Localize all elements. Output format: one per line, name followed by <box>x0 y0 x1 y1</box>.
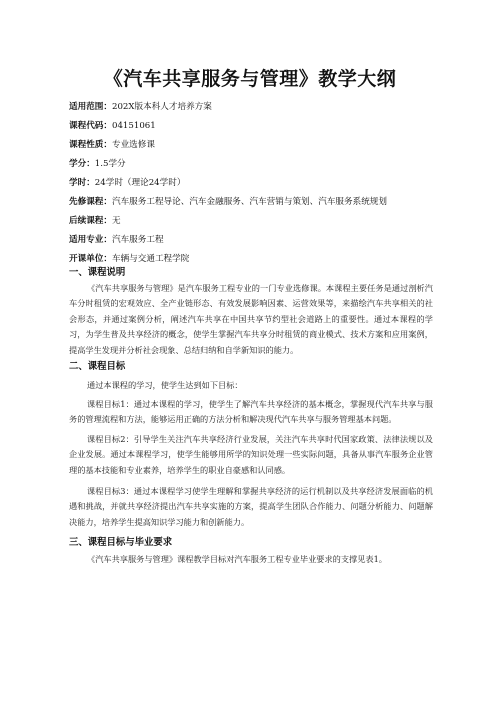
paragraph-objective-1: 课程目标1：通过本课程的学习，使学生了解汽车共享经济的基本概念，掌握现代汽车共享与服务的管理流程和方法，能够运用正确的方法分析和解决现代汽车共享与服务管理基本问题。 <box>69 399 433 425</box>
info-row-hours <box>69 173 449 192</box>
info-row-nature <box>69 135 449 154</box>
info-label: 学时： <box>69 178 95 188</box>
info-row-code <box>69 116 449 135</box>
info-value: 车辆与交通工程学院 <box>111 254 190 264</box>
info-row-major <box>69 230 449 249</box>
info-label: 适用范围： <box>69 102 112 112</box>
info-value: 无 <box>111 216 121 226</box>
paragraph-objectives-intro: 通过本课程的学习，使学生达到如下目标： <box>87 380 243 390</box>
section-heading-objectives-requirements: 三、课程目标与毕业要求 <box>69 537 173 548</box>
info-label: 后续课程： <box>69 216 112 226</box>
info-value: 专业选修课 <box>111 140 155 150</box>
info-row-scope <box>69 97 449 116</box>
info-value: 汽车服务工程导论、汽车金融服务、汽车营销与策划、汽车服务系统规划 <box>111 197 387 207</box>
paragraph-course-description: 《汽车共享服务与管理》是汽车服务工程专业的一门专业选修课。本课程主要任务是通过剖析汽车分时租赁的宏观效应、全产业链形态、有效发展影响因素、运营效果等，来描绘汽车共享相关的社会形态，并通过案例分析，阐述汽车共享在中国共享节约型社会道路上的重要性。通过本课程的学习，为学生普及共享经济的概念，使学生掌握汽车共享分时租赁的商业模式、技术方案和应用案例，提高学生发现并分析社会现象、总结归纳和自学新知识的能力。 <box>69 283 433 355</box>
info-label: 课程性质： <box>69 140 112 150</box>
info-row-prerequisites <box>69 192 449 211</box>
section-heading-course-description: 一、课程说明 <box>69 267 126 278</box>
info-value: 202X版本科人才培养方案 <box>111 102 212 112</box>
info-value: 04151061 <box>111 121 156 131</box>
info-value: 汽车服务工程 <box>111 235 164 245</box>
info-row-credits <box>69 154 449 173</box>
info-label: 先修课程： <box>69 197 112 207</box>
info-label: 学分： <box>69 159 95 169</box>
section-heading-course-objectives: 二、课程目标 <box>69 361 126 372</box>
info-row-followup <box>69 211 449 230</box>
info-label: 课程代码： <box>69 121 112 131</box>
info-row-department <box>69 249 449 268</box>
document-title: 《汽车共享服务与管理》教学大纲 <box>103 68 397 90</box>
info-value: 24学时（理论24学时） <box>94 178 186 188</box>
paragraph-objective-3: 课程目标3：通过本课程学习使学生理解和掌握共享经济的运行机制以及共享经济发展面临的机遇和挑战，并就共享经济提出汽车共享实施的方案，提高学生团队合作能力、问题分析能力、问题解决能力，培养学生提高知识学习能力和创新能力。 <box>69 486 433 527</box>
paragraph-objective-2: 课程目标2：引导学生关注汽车共享经济行业发展，关注汽车共享时代国家政策、法律法规以及企业发展。通过本课程学习，使学生能够用所学的知识处理一些实际问题，具备从事汽车服务企业管理的基本技能和专业素养，培养学生的职业自豪感和认同感。 <box>69 434 433 475</box>
info-value: 1.5学分 <box>94 159 126 169</box>
info-label: 开课单位： <box>69 254 112 264</box>
paragraph-objectives-requirements: 《汽车共享服务与管理》课程教学目标对汽车服务工程专业毕业要求的支撑见表1。 <box>87 554 387 564</box>
course-info <box>69 97 449 268</box>
info-label: 适用专业： <box>69 235 112 245</box>
